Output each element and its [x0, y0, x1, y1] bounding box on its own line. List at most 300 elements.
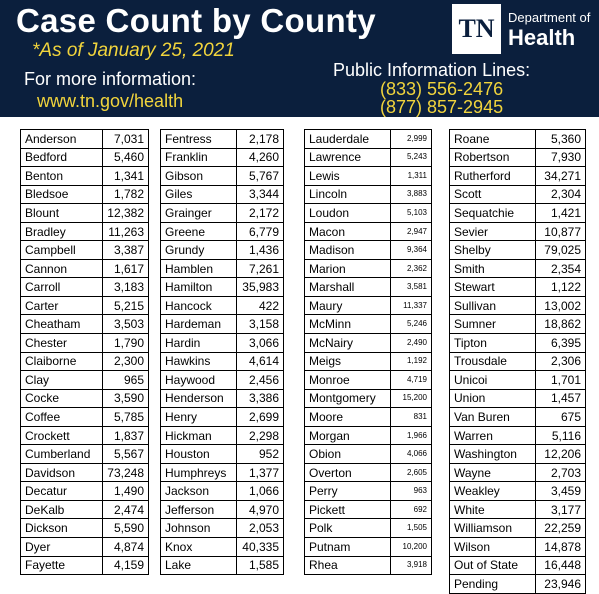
- county-table-3: [304, 129, 432, 575]
- more-info-label: For more information:: [24, 69, 197, 89]
- case-count: 1,490: [103, 482, 149, 501]
- case-count: 952: [237, 445, 284, 464]
- table-row: [21, 352, 149, 371]
- case-count: 73,248: [103, 463, 149, 482]
- table-row: [450, 167, 586, 186]
- case-count: 3,459: [536, 482, 586, 501]
- table-row: [161, 538, 284, 557]
- case-count: 1,311: [391, 167, 432, 186]
- case-count: 10,200: [391, 538, 432, 557]
- county-name: Van Buren: [450, 408, 536, 427]
- table-row: [161, 482, 284, 501]
- case-count: 5,103: [391, 204, 432, 223]
- table-row: [161, 389, 284, 408]
- header-banner: [0, 0, 599, 117]
- case-count: 5,116: [536, 426, 586, 445]
- case-count: 5,460: [103, 148, 149, 167]
- case-count: 5,243: [391, 148, 432, 167]
- table-row: [450, 426, 586, 445]
- case-count: 16,448: [536, 556, 586, 575]
- county-name: Stewart: [450, 278, 536, 297]
- county-name: Out of State: [450, 556, 536, 575]
- county-name: Dyer: [21, 538, 103, 557]
- county-name: Hamblen: [161, 259, 237, 278]
- case-count: 22,259: [536, 519, 586, 538]
- case-count: 7,261: [237, 259, 284, 278]
- table-row: [21, 463, 149, 482]
- table-row: [305, 408, 432, 427]
- case-count: 1,617: [103, 259, 149, 278]
- county-table-4: [449, 129, 586, 594]
- table-row: [450, 500, 586, 519]
- county-name: Rutherford: [450, 167, 536, 186]
- county-column-4: [449, 129, 586, 594]
- table-row: [21, 278, 149, 297]
- county-name: Gibson: [161, 167, 237, 186]
- case-count: 23,946: [536, 575, 586, 594]
- table-row: [450, 148, 586, 167]
- county-name: Coffee: [21, 408, 103, 427]
- county-name: Greene: [161, 222, 237, 241]
- case-count: 5,785: [103, 408, 149, 427]
- county-name: Decatur: [21, 482, 103, 501]
- county-name: Lincoln: [305, 185, 391, 204]
- case-count: 1,782: [103, 185, 149, 204]
- case-count: 1,790: [103, 334, 149, 353]
- case-count: 2,456: [237, 371, 284, 390]
- county-name: Wilson: [450, 538, 536, 557]
- case-count: 15,200: [391, 389, 432, 408]
- case-count: 13,002: [536, 296, 586, 315]
- county-name: Benton: [21, 167, 103, 186]
- county-name: Knox: [161, 538, 237, 557]
- case-count: 2,699: [237, 408, 284, 427]
- table-row: [21, 334, 149, 353]
- table-row: [305, 538, 432, 557]
- county-name: Obion: [305, 445, 391, 464]
- county-name: Claiborne: [21, 352, 103, 371]
- case-count: 2,947: [391, 222, 432, 241]
- county-name: Bledsoe: [21, 185, 103, 204]
- county-name: Campbell: [21, 241, 103, 260]
- county-name: Henry: [161, 408, 237, 427]
- table-row: [21, 556, 149, 575]
- table-row: [161, 334, 284, 353]
- case-count: 1,377: [237, 463, 284, 482]
- table-row: [21, 519, 149, 538]
- table-row: [450, 389, 586, 408]
- county-name: Meigs: [305, 352, 391, 371]
- case-count: 2,605: [391, 463, 432, 482]
- county-name: Monroe: [305, 371, 391, 390]
- county-name: Crockett: [21, 426, 103, 445]
- case-count: 3,503: [103, 315, 149, 334]
- case-count: 18,862: [536, 315, 586, 334]
- case-count: 3,183: [103, 278, 149, 297]
- table-row: [450, 278, 586, 297]
- county-name: Loudon: [305, 204, 391, 223]
- table-row: [305, 426, 432, 445]
- county-name: Cheatham: [21, 315, 103, 334]
- county-column-3: [304, 129, 432, 575]
- table-row: [21, 148, 149, 167]
- table-row: [161, 185, 284, 204]
- county-name: Jackson: [161, 482, 237, 501]
- county-name: Moore: [305, 408, 391, 427]
- table-row: [305, 241, 432, 260]
- county-name: Hardin: [161, 334, 237, 353]
- county-name: Sumner: [450, 315, 536, 334]
- case-count: 12,206: [536, 445, 586, 464]
- case-count: 831: [391, 408, 432, 427]
- county-name: Bedford: [21, 148, 103, 167]
- case-count: 6,395: [536, 334, 586, 353]
- county-name: Putnam: [305, 538, 391, 557]
- case-count: 692: [391, 500, 432, 519]
- table-row: [305, 296, 432, 315]
- case-count: 1,966: [391, 426, 432, 445]
- table-row: [21, 204, 149, 223]
- table-row: [450, 334, 586, 353]
- table-row: [21, 315, 149, 334]
- county-name: Lauderdale: [305, 130, 391, 149]
- table-row: [161, 259, 284, 278]
- case-count: 4,066: [391, 445, 432, 464]
- county-name: Union: [450, 389, 536, 408]
- case-count: 5,767: [237, 167, 284, 186]
- case-count: 35,983: [237, 278, 284, 297]
- table-row: [21, 296, 149, 315]
- county-name: Madison: [305, 241, 391, 260]
- table-row: [450, 519, 586, 538]
- county-name: Marion: [305, 259, 391, 278]
- case-count: 7,930: [536, 148, 586, 167]
- county-name: Grundy: [161, 241, 237, 260]
- table-row: [21, 426, 149, 445]
- case-count: 4,719: [391, 371, 432, 390]
- county-name: McNairy: [305, 334, 391, 353]
- county-name: Scott: [450, 185, 536, 204]
- county-name: DeKalb: [21, 500, 103, 519]
- table-row: [450, 130, 586, 149]
- case-count: 2,999: [391, 130, 432, 149]
- public-info-title: Public Information Lines:: [333, 60, 531, 80]
- table-row: [305, 352, 432, 371]
- case-count: 3,590: [103, 389, 149, 408]
- county-name: Grainger: [161, 204, 237, 223]
- case-count: 4,260: [237, 148, 284, 167]
- county-name: Shelby: [450, 241, 536, 260]
- table-row: [450, 259, 586, 278]
- phone-number-2[interactable]: (877) 857-2945: [380, 97, 504, 117]
- county-name: Williamson: [450, 519, 536, 538]
- county-name: Fentress: [161, 130, 237, 149]
- county-name: Sevier: [450, 222, 536, 241]
- county-name: Robertson: [450, 148, 536, 167]
- table-row: [305, 519, 432, 538]
- county-name: Sullivan: [450, 296, 536, 315]
- case-count: 5,246: [391, 315, 432, 334]
- case-count: 2,053: [237, 519, 284, 538]
- case-count: 3,344: [237, 185, 284, 204]
- case-count: 7,031: [103, 130, 149, 149]
- table-row: [305, 185, 432, 204]
- county-table-body: [305, 130, 432, 575]
- county-name: Cannon: [21, 259, 103, 278]
- county-name: Polk: [305, 519, 391, 538]
- website-link[interactable]: www.tn.gov/health: [37, 91, 184, 111]
- case-count: 2,178: [237, 130, 284, 149]
- table-row: [450, 352, 586, 371]
- case-count: 4,159: [103, 556, 149, 575]
- county-name: Blount: [21, 204, 103, 223]
- county-name: Henderson: [161, 389, 237, 408]
- table-row: [21, 185, 149, 204]
- table-row: [305, 204, 432, 223]
- county-table-body: [161, 130, 284, 575]
- table-row: [305, 259, 432, 278]
- table-row: [161, 167, 284, 186]
- table-row: [21, 241, 149, 260]
- case-count: 34,271: [536, 167, 586, 186]
- county-name: Tipton: [450, 334, 536, 353]
- case-count: 3,581: [391, 278, 432, 297]
- table-row: [450, 315, 586, 334]
- county-table-body: [450, 130, 586, 594]
- case-count: 4,874: [103, 538, 149, 557]
- table-row: [450, 296, 586, 315]
- county-name: Unicoi: [450, 371, 536, 390]
- county-name: Hamilton: [161, 278, 237, 297]
- county-name: Maury: [305, 296, 391, 315]
- table-row: [161, 222, 284, 241]
- county-name: Anderson: [21, 130, 103, 149]
- case-count: 1,341: [103, 167, 149, 186]
- phone-number-1[interactable]: (833) 556-2476: [380, 79, 504, 99]
- case-count: 6,779: [237, 222, 284, 241]
- table-row: [161, 130, 284, 149]
- table-row: [161, 500, 284, 519]
- case-count: 963: [391, 482, 432, 501]
- case-count: 11,337: [391, 296, 432, 315]
- county-name: Giles: [161, 185, 237, 204]
- table-row: [450, 575, 586, 594]
- tn-logo-icon: TN: [452, 4, 501, 54]
- county-name: Trousdale: [450, 352, 536, 371]
- case-count: 9,364: [391, 241, 432, 260]
- table-row: [161, 426, 284, 445]
- table-row: [450, 222, 586, 241]
- table-row: [450, 241, 586, 260]
- county-column-1: [20, 129, 149, 575]
- county-name: Roane: [450, 130, 536, 149]
- case-count: 79,025: [536, 241, 586, 260]
- table-row: [161, 408, 284, 427]
- county-name: Pending: [450, 575, 536, 594]
- table-row: [21, 167, 149, 186]
- table-row: [450, 556, 586, 575]
- case-count: 1,837: [103, 426, 149, 445]
- county-name: Morgan: [305, 426, 391, 445]
- as-of-date: *As of January 25, 2021: [32, 40, 235, 61]
- table-row: [305, 389, 432, 408]
- table-row: [305, 371, 432, 390]
- table-row: [21, 222, 149, 241]
- county-name: Lawrence: [305, 148, 391, 167]
- county-table-1: [20, 129, 149, 575]
- table-row: [21, 482, 149, 501]
- table-row: [21, 259, 149, 278]
- case-count: 5,567: [103, 445, 149, 464]
- case-count: 965: [103, 371, 149, 390]
- case-count: 4,970: [237, 500, 284, 519]
- county-name: Humphreys: [161, 463, 237, 482]
- county-column-2: [160, 129, 284, 575]
- case-count: 5,215: [103, 296, 149, 315]
- page-title: Case Count by County: [16, 2, 376, 39]
- case-count: 2,300: [103, 352, 149, 371]
- table-row: [161, 296, 284, 315]
- county-name: Rhea: [305, 556, 391, 575]
- case-count: 1,701: [536, 371, 586, 390]
- table-row: [305, 315, 432, 334]
- case-count: 12,382: [103, 204, 149, 223]
- county-name: White: [450, 500, 536, 519]
- county-name: Clay: [21, 371, 103, 390]
- table-row: [450, 538, 586, 557]
- table-row: [161, 204, 284, 223]
- county-name: Carter: [21, 296, 103, 315]
- case-count: 11,263: [103, 222, 149, 241]
- county-name: Chester: [21, 334, 103, 353]
- case-count: 2,306: [536, 352, 586, 371]
- case-count: 2,304: [536, 185, 586, 204]
- county-table-2: [160, 129, 284, 575]
- county-name: Pickett: [305, 500, 391, 519]
- county-name: Hardeman: [161, 315, 237, 334]
- table-row: [305, 130, 432, 149]
- table-row: [305, 167, 432, 186]
- table-row: [305, 334, 432, 353]
- table-row: [21, 130, 149, 149]
- case-count: 3,066: [237, 334, 284, 353]
- logo-health-text: Health: [508, 25, 576, 50]
- case-count: 2,354: [536, 259, 586, 278]
- county-name: Bradley: [21, 222, 103, 241]
- case-count: 3,387: [103, 241, 149, 260]
- table-row: [305, 500, 432, 519]
- table-row: [450, 371, 586, 390]
- case-count: 1,585: [237, 556, 284, 575]
- case-count: 1,066: [237, 482, 284, 501]
- county-name: Hancock: [161, 296, 237, 315]
- case-count: 1,421: [536, 204, 586, 223]
- case-count: 14,878: [536, 538, 586, 557]
- table-row: [161, 315, 284, 334]
- case-count: 1,192: [391, 352, 432, 371]
- county-name: Carroll: [21, 278, 103, 297]
- case-count: 3,158: [237, 315, 284, 334]
- table-row: [21, 445, 149, 464]
- county-name: Davidson: [21, 463, 103, 482]
- county-name: Franklin: [161, 148, 237, 167]
- county-name: Dickson: [21, 519, 103, 538]
- county-name: Jefferson: [161, 500, 237, 519]
- table-row: [305, 278, 432, 297]
- county-name: Overton: [305, 463, 391, 482]
- table-row: [161, 148, 284, 167]
- case-count: 3,177: [536, 500, 586, 519]
- table-row: [450, 204, 586, 223]
- county-name: Cumberland: [21, 445, 103, 464]
- case-count: 2,172: [237, 204, 284, 223]
- county-name: Haywood: [161, 371, 237, 390]
- table-row: [305, 222, 432, 241]
- table-row: [161, 278, 284, 297]
- table-row: [21, 538, 149, 557]
- county-name: Houston: [161, 445, 237, 464]
- county-name: Fayette: [21, 556, 103, 575]
- county-name: Johnson: [161, 519, 237, 538]
- case-count: 2,490: [391, 334, 432, 353]
- county-name: Smith: [450, 259, 536, 278]
- case-count: 2,298: [237, 426, 284, 445]
- case-count: 1,505: [391, 519, 432, 538]
- case-count: 2,362: [391, 259, 432, 278]
- case-count: 675: [536, 408, 586, 427]
- county-name: Wayne: [450, 463, 536, 482]
- case-count: 3,386: [237, 389, 284, 408]
- table-row: [305, 482, 432, 501]
- case-count: 2,703: [536, 463, 586, 482]
- case-count: 2,474: [103, 500, 149, 519]
- county-name: Warren: [450, 426, 536, 445]
- table-row: [161, 556, 284, 575]
- case-count: 3,883: [391, 185, 432, 204]
- table-row: [305, 556, 432, 575]
- table-row: [21, 500, 149, 519]
- case-count: 10,877: [536, 222, 586, 241]
- county-name: Hickman: [161, 426, 237, 445]
- county-name: Hawkins: [161, 352, 237, 371]
- county-name: Macon: [305, 222, 391, 241]
- county-table-body: [21, 130, 149, 575]
- table-row: [161, 463, 284, 482]
- table-row: [21, 371, 149, 390]
- case-count: 5,360: [536, 130, 586, 149]
- table-row: [450, 185, 586, 204]
- table-row: [161, 241, 284, 260]
- case-count: 40,335: [237, 538, 284, 557]
- case-count: 3,918: [391, 556, 432, 575]
- table-row: [450, 408, 586, 427]
- case-count: 422: [237, 296, 284, 315]
- county-name: Lewis: [305, 167, 391, 186]
- table-row: [161, 352, 284, 371]
- table-row: [305, 445, 432, 464]
- case-count: 4,614: [237, 352, 284, 371]
- tn-health-logo: [452, 4, 595, 54]
- case-count: 1,457: [536, 389, 586, 408]
- county-name: Lake: [161, 556, 237, 575]
- county-name: Perry: [305, 482, 391, 501]
- table-row: [450, 463, 586, 482]
- table-row: [450, 482, 586, 501]
- case-count: 1,436: [237, 241, 284, 260]
- case-count: 1,122: [536, 278, 586, 297]
- county-name: Sequatchie: [450, 204, 536, 223]
- county-name: Marshall: [305, 278, 391, 297]
